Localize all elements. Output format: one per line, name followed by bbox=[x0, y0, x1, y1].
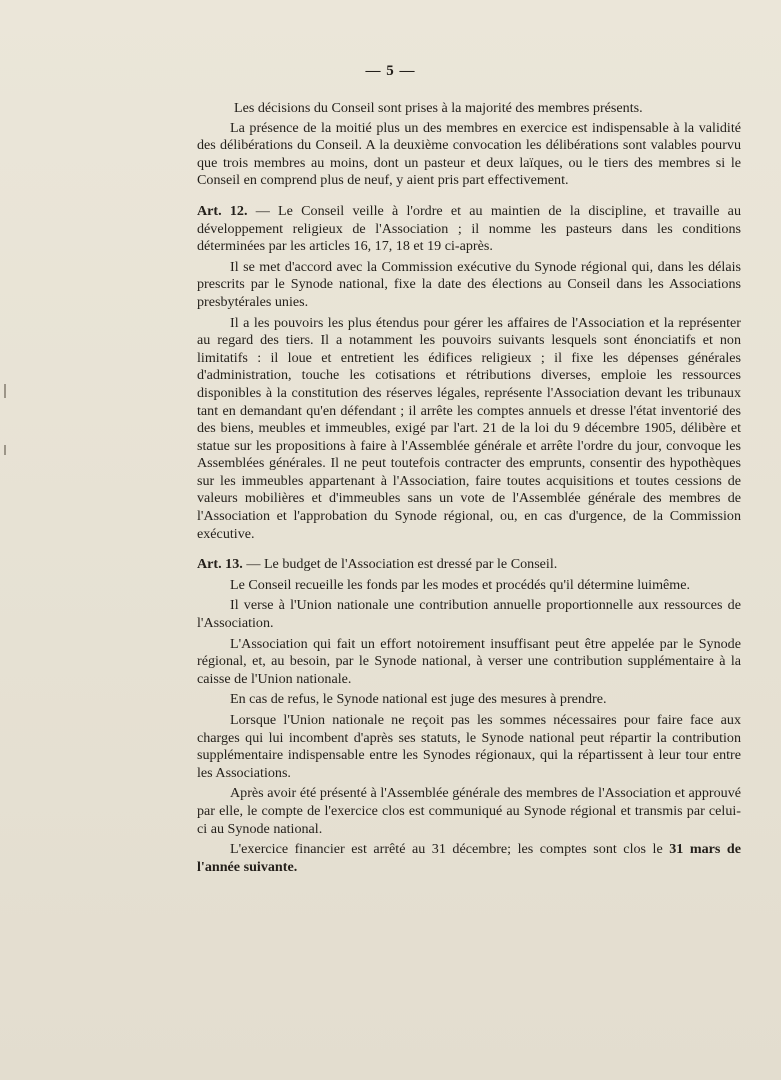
article-heading: Art. 13. bbox=[197, 556, 243, 573]
paragraph-text: En cas de refus, le Synode national est juge des mesures à prendre. bbox=[230, 691, 607, 708]
margin-mark bbox=[4, 445, 6, 455]
paragraph-text: La présence de la moitié plus un des membres en exercice est indispensable à la validité des délibérations du Conseil. A la deuxième convocation les délibérations sont valables pourvu que trois membres au moins, dont un pasteur et deux laïques, ou le tiers des membres si le Conseil en comprend plus de neuf, y aient pris part effectivement. bbox=[197, 119, 741, 189]
paragraph bbox=[197, 597, 741, 632]
paragraph-text: Il verse à l'Union nationale une contribution annuelle proportionnelle aux ressources de l'Association. bbox=[197, 597, 741, 632]
document-body bbox=[197, 100, 741, 879]
paragraph-text: — Le Conseil veille à l'ordre et au maintien de la discipline, et travaille au développement religieux de l'Association ; il nomme les pasteurs dans les conditions déterminées par les articles 16, 17, 18 et 19 ci-après. bbox=[197, 202, 741, 255]
margin-mark bbox=[4, 384, 6, 398]
paragraph bbox=[197, 120, 741, 190]
paragraph-text: Les décisions du Conseil sont prises à la majorité des membres présents. bbox=[234, 100, 643, 116]
paragraph-bold-text: 31 mars de l'année suivante. bbox=[197, 841, 742, 875]
article-heading: Art. 12. bbox=[197, 202, 248, 219]
paragraph-text: Lorsque l'Union nationale ne reçoit pas les sommes nécessaires pour faire face aux charges qui lui incombent d'après ses statuts, le Synode national peut répartir la contribution supplémentaire indispensable entre les Synodes régionaux, qui la répartissent à leur tour entre les Associations. bbox=[197, 712, 741, 781]
paragraph bbox=[197, 100, 741, 118]
paragraph bbox=[197, 785, 741, 838]
paragraph bbox=[197, 691, 741, 709]
paragraph-text: L'exercice financier est arrêté au 31 décembre; les comptes sont clos le bbox=[230, 841, 663, 858]
article-12 bbox=[197, 203, 741, 256]
paragraph-text: Après avoir été présenté à l'Assemblée générale des membres de l'Association et approuvé par elle, le compte de l'exercice clos est communiqué au Synode régional et transmis par celui-ci au Synode national. bbox=[197, 785, 741, 837]
paragraph bbox=[197, 315, 741, 544]
paragraph bbox=[197, 259, 741, 312]
paragraph bbox=[197, 841, 741, 876]
paragraph-text: L'Association qui fait un effort notoirement insuffisant peut être appelée par le Synode régional, et, au besoin, par le Synode national, à verser une contribution supplémentaire à la caisse de l'Union nationale. bbox=[197, 635, 741, 687]
paragraph-text: Le Conseil recueille les fonds par les modes et procédés qu'il détermine luimême. bbox=[230, 576, 691, 593]
paragraph bbox=[197, 577, 741, 595]
paragraph bbox=[197, 712, 741, 782]
paragraph bbox=[197, 636, 741, 689]
article-13 bbox=[197, 556, 741, 574]
page-number: — 5 — bbox=[365, 63, 416, 79]
paragraph-text: Il a les pouvoirs les plus étendus pour gérer les affaires de l'Association et la représenter au regard des tiers. Il a notamment les pouvoirs suivants lesquels sont énonciatifs et non limitatifs : il loue et entretient les édifices religieux ; il fixe les dépenses générales d'administration, touche les cotisations et rétributions diverses, emploie les ressources disponibles à la constitution des réserves légales, représente l'Association devant les tribunaux tant en demandant qu'en défendant ; il arrête les comptes annuels et dresse l'état inventorié des des biens, meubles et immeubles, exigé par l'art. 21 de la loi du 9 décembre 1905, délibère et statue sur les propositions à faire à l'Assemblée générale et arrête l'ordre du jour, convoque les Assemblées générales. Il ne peut toutefois contracter des emprunts, consentir des hypothèques sur les immeubles appartenant à l'Association, faire toutes acquisitions et toutes cessions de valeurs mobilières et d'immeubles sans un vote de l'Assemblée générale des membres de l'Association et l'approbation du Synode régional, ou, en cas d'urgence, de la Commission exécutive. bbox=[197, 314, 741, 542]
paragraph-text: — Le budget de l'Association est dressé par le Conseil. bbox=[242, 556, 558, 573]
paragraph-text: Il se met d'accord avec la Commission exécutive du Synode régional qui, dans les délais prescrits par le Synode national, fixe la date des élections au Conseil dans les Associations presbytérales unies. bbox=[197, 258, 741, 310]
